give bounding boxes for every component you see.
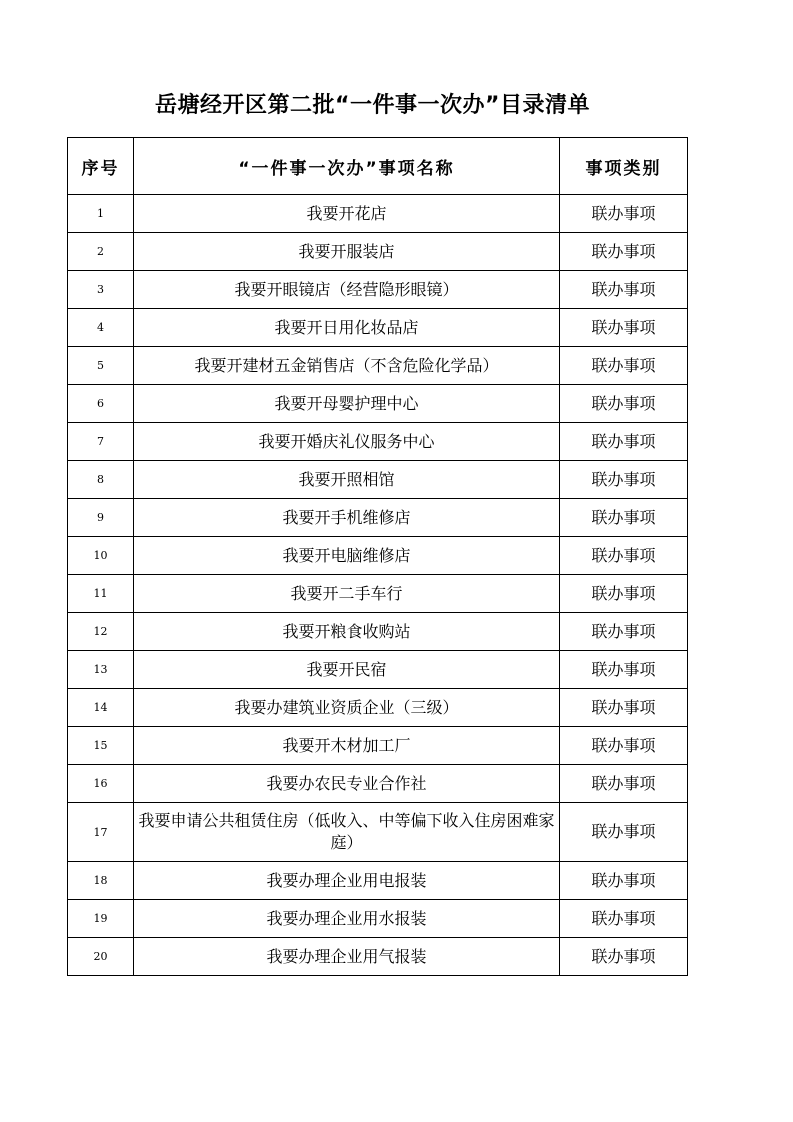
row-no: 19 xyxy=(68,900,134,938)
row-category: 联办事项 xyxy=(560,575,688,613)
table-row xyxy=(68,651,688,689)
row-no: 15 xyxy=(68,727,134,765)
table-row xyxy=(68,347,688,385)
row-name: 我要开服装店 xyxy=(134,233,560,271)
row-category: 联办事项 xyxy=(560,651,688,689)
row-no: 7 xyxy=(68,423,134,461)
row-name: 我要开婚庆礼仪服务中心 xyxy=(134,423,560,461)
row-name: 我要开照相馆 xyxy=(134,461,560,499)
row-no: 8 xyxy=(68,461,134,499)
row-category: 联办事项 xyxy=(560,195,688,233)
row-name: 我要开木材加工厂 xyxy=(134,727,560,765)
row-name: 我要办建筑业资质企业（三级） xyxy=(134,689,560,727)
row-no: 9 xyxy=(68,499,134,537)
row-name: 我要办农民专业合作社 xyxy=(134,765,560,803)
row-no: 20 xyxy=(68,938,134,976)
row-name: 我要办理企业用水报装 xyxy=(134,900,560,938)
row-category: 联办事项 xyxy=(560,765,688,803)
row-name: 我要开民宿 xyxy=(134,651,560,689)
table-row xyxy=(68,938,688,976)
row-no: 16 xyxy=(68,765,134,803)
table-row xyxy=(68,765,688,803)
row-category: 联办事项 xyxy=(560,803,688,862)
table-row xyxy=(68,271,688,309)
row-category: 联办事项 xyxy=(560,309,688,347)
row-no: 4 xyxy=(68,309,134,347)
row-category: 联办事项 xyxy=(560,461,688,499)
row-name: 我要开眼镜店（经营隐形眼镜） xyxy=(134,271,560,309)
row-no: 14 xyxy=(68,689,134,727)
row-no: 3 xyxy=(68,271,134,309)
table-row xyxy=(68,461,688,499)
row-name: 我要开日用化妆品店 xyxy=(134,309,560,347)
row-category: 联办事项 xyxy=(560,347,688,385)
table-row xyxy=(68,499,688,537)
row-category: 联办事项 xyxy=(560,727,688,765)
row-category: 联办事项 xyxy=(560,499,688,537)
row-category: 联办事项 xyxy=(560,689,688,727)
row-name: 我要开电脑维修店 xyxy=(134,537,560,575)
row-name: 我要开母婴护理中心 xyxy=(134,385,560,423)
row-no: 11 xyxy=(68,575,134,613)
table-row xyxy=(68,727,688,765)
row-category: 联办事项 xyxy=(560,537,688,575)
row-name: 我要办理企业用电报装 xyxy=(134,862,560,900)
row-no: 12 xyxy=(68,613,134,651)
table-row xyxy=(68,575,688,613)
row-category: 联办事项 xyxy=(560,271,688,309)
row-category: 联办事项 xyxy=(560,233,688,271)
table-row xyxy=(68,613,688,651)
row-name: 我要办理企业用气报装 xyxy=(134,938,560,976)
table-row xyxy=(68,862,688,900)
header-name: “一件事一次办”事项名称 xyxy=(134,138,560,195)
row-category: 联办事项 xyxy=(560,385,688,423)
row-no: 1 xyxy=(68,195,134,233)
table-row xyxy=(68,803,688,862)
row-name: 我要开手机维修店 xyxy=(134,499,560,537)
row-name: 我要开花店 xyxy=(134,195,560,233)
row-name: 我要开二手车行 xyxy=(134,575,560,613)
row-category: 联办事项 xyxy=(560,862,688,900)
row-no: 17 xyxy=(68,803,134,862)
row-name: 我要开建材五金销售店（不含危险化学品） xyxy=(134,347,560,385)
table-row xyxy=(68,537,688,575)
catalog-table xyxy=(67,137,688,976)
table-row xyxy=(68,900,688,938)
row-no: 5 xyxy=(68,347,134,385)
row-no: 10 xyxy=(68,537,134,575)
table-row xyxy=(68,309,688,347)
header-no: 序号 xyxy=(68,138,134,195)
row-no: 6 xyxy=(68,385,134,423)
table-row xyxy=(68,423,688,461)
table-row xyxy=(68,689,688,727)
table-row xyxy=(68,195,688,233)
table-row xyxy=(68,233,688,271)
row-no: 13 xyxy=(68,651,134,689)
row-category: 联办事项 xyxy=(560,613,688,651)
table-header-row xyxy=(68,138,688,195)
row-category: 联办事项 xyxy=(560,423,688,461)
row-no: 18 xyxy=(68,862,134,900)
row-category: 联办事项 xyxy=(560,938,688,976)
row-category: 联办事项 xyxy=(560,900,688,938)
header-category: 事项类别 xyxy=(560,138,688,195)
table-row xyxy=(68,385,688,423)
row-name: 我要申请公共租赁住房（低收入、中等偏下收入住房困难家庭） xyxy=(134,803,560,862)
row-name: 我要开粮食收购站 xyxy=(134,613,560,651)
row-no: 2 xyxy=(68,233,134,271)
page-title: 岳塘经开区第二批“一件事一次办”目录清单 xyxy=(155,93,590,118)
